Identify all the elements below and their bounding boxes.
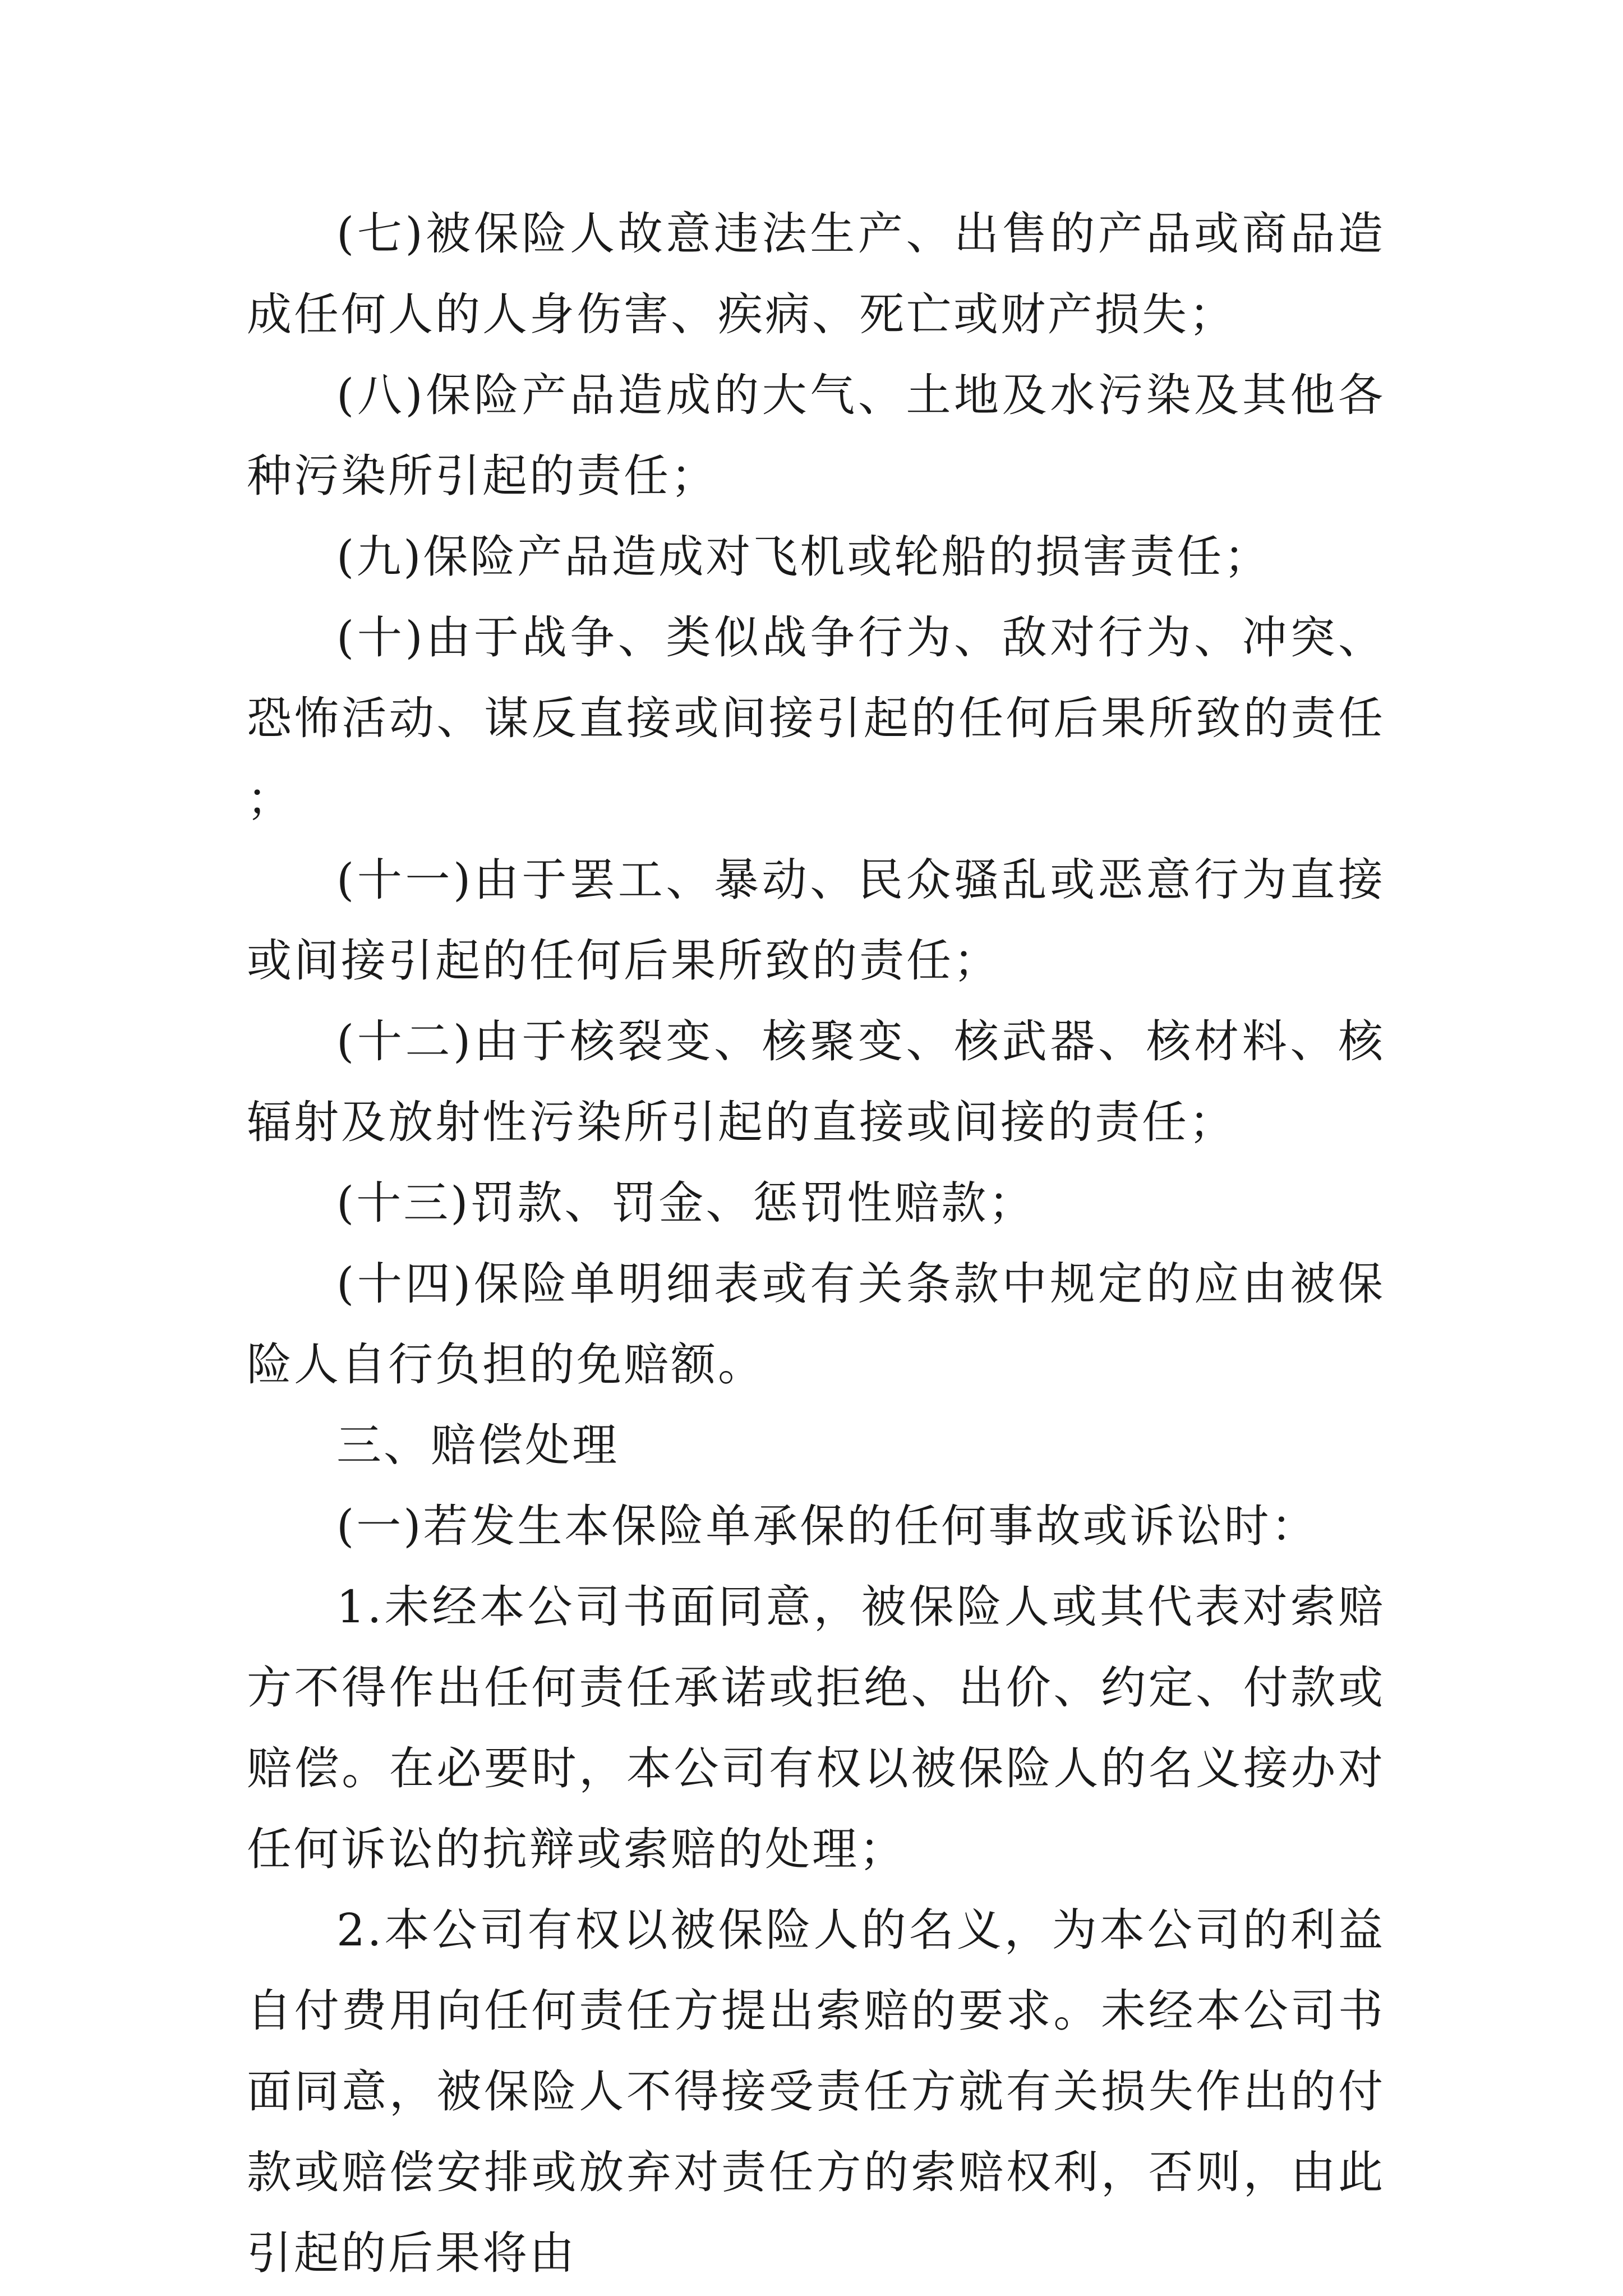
clause-12: (十二)由于核裂变、核聚变、核武器、核材料、核辐射及放射性污染所引起的直接或间接的责任； <box>247 1015 1385 1148</box>
section-heading-compensation: 三、赔偿处理 <box>336 1419 619 1471</box>
clause-8: (八)保险产品造成的大气、土地及水污染及其他各种污染所引起的责任； <box>247 369 1385 502</box>
clause-10: (十)由于战争、类似战争行为、敌对行为、冲突、恐怖活动、谋反直接或间接引起的任何后果所致的责任； <box>247 611 1385 825</box>
item-2: 2.本公司有权以被保险人的名义，为本公司的利益自付费用向任何责任方提出索赔的要求。未经本公司书面同意，被保险人不得接受责任方就有关损失作出的付款或赔偿安排或放弃对责任方的索赔权利，否则，由此引起的后果将由 <box>247 1904 1385 2279</box>
clause-11: (十一)由于罢工、暴动、民众骚乱或恶意行为直接或间接引起的任何后果所致的责任； <box>247 854 1385 987</box>
clause-7: (七)被保险人故意违法生产、出售的产品或商品造成任何人的人身伤害、疾病、死亡或财产损失； <box>247 208 1385 341</box>
item-1: 1.未经本公司书面同意，被保险人或其代表对索赔方不得作出任何责任承诺或拒绝、出价、约定、付款或赔偿。在必要时，本公司有权以被保险人的名义接办对任何诉讼的抗辩或索赔的处理； <box>247 1581 1385 1875</box>
subsection-1: (一)若发生本保险单承保的任何事故或诉讼时： <box>336 1500 1318 1552</box>
document-body <box>247 194 1385 2294</box>
clause-14: (十四)保险单明细表或有关条款中规定的应由被保险人自行负担的免赔额。 <box>247 1258 1385 1391</box>
clause-9: (九)保险产品造成对飞机或轮船的损害责任； <box>336 531 1271 583</box>
clause-13: (十三)罚款、罚金、惩罚性赔款； <box>336 1177 1036 1229</box>
